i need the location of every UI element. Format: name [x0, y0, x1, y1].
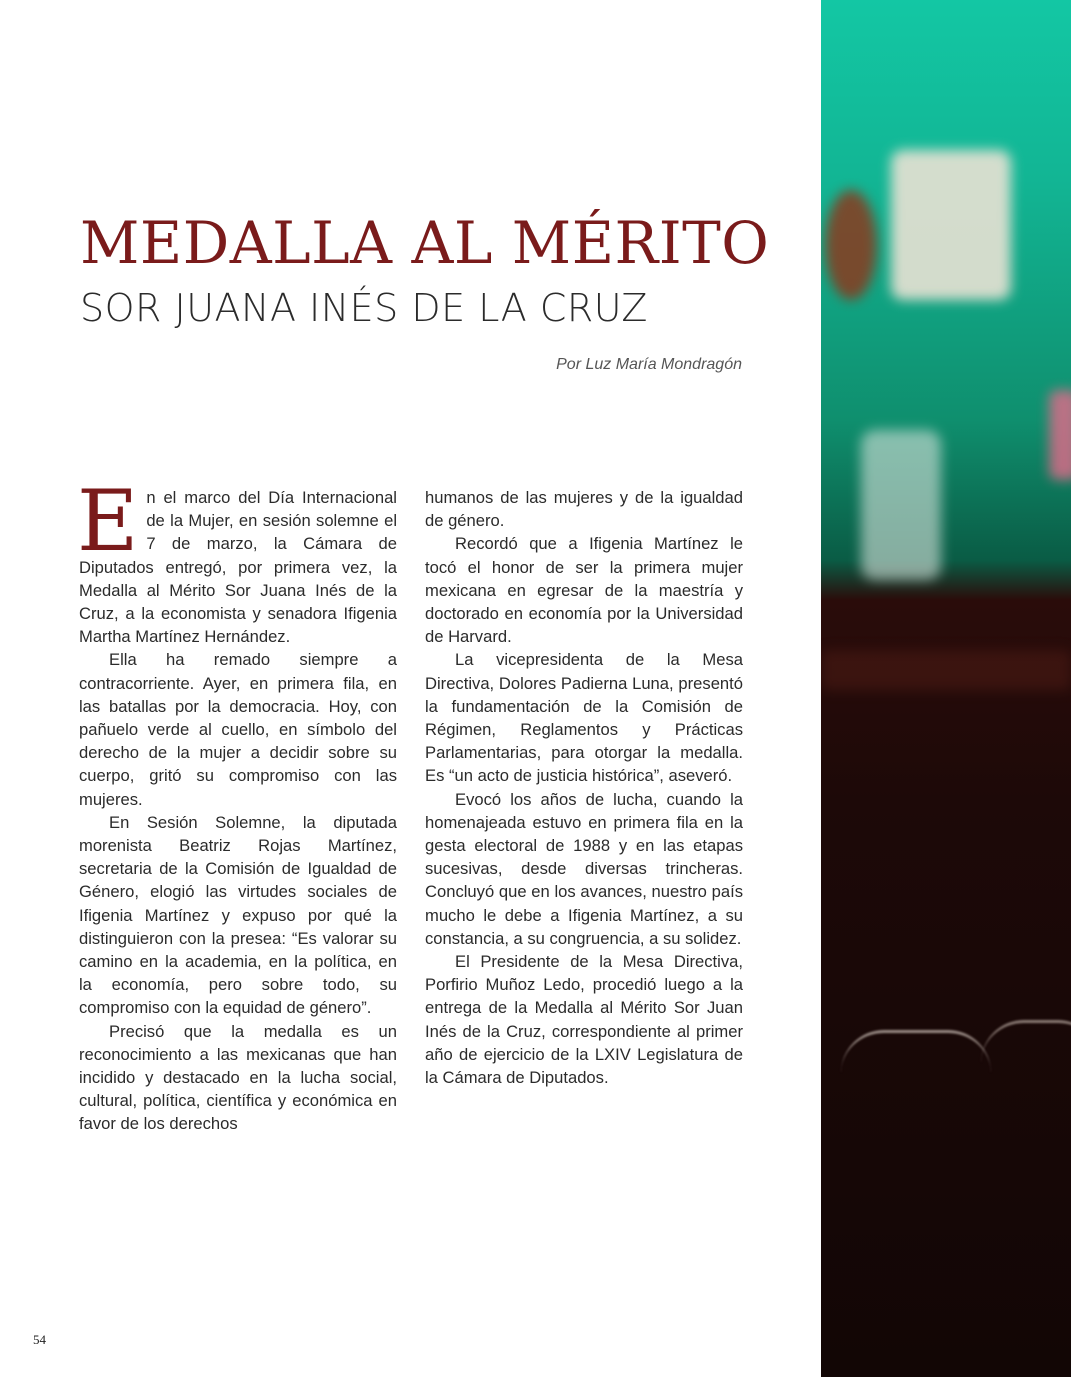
right-paragraph-1: humanos de las mujeres y de la igualdad de género.	[425, 488, 743, 531]
photo-microphone	[841, 1030, 991, 1073]
article-title: MEDALLA AL MÉRITO	[80, 209, 770, 277]
left-paragraph-2: Ella ha remado siempre a contracorriente. Ayer, en primera fila, en las batallas por la democracia. Hoy, con pañuelo verde al cuello, en símbolo del derecho de la mujer a decidir sobre su cuerpo, gritó su compromiso con las mujeres.	[79, 650, 397, 809]
right-paragraph-2: Recordó que a Ifigenia Martínez le tocó el honor de ser la primera mujer mexicana en egresar de la maestría y doctorado en economía por la Universidad de Harvard.	[425, 534, 743, 647]
right-paragraph-3: La vicepresidenta de la Mesa Directiva, Dolores Padierna Luna, presentó la fundamentación de la Comisión de Régimen, Reglamentos y Prácticas Parlamentarias, para otorgar la medalla. Es “un acto de justicia histórica”, aseveró.	[425, 650, 743, 786]
left-paragraph-4: Precisó que la medalla es un reconocimiento a las mexicanas que han incidido y destacado en la lucha social, cultural, política, científica y económica en favor de los derechos	[79, 1021, 397, 1134]
left-paragraph-1-text: n el marco del Día Internacional de la Mujer, en sesión solemne el 7 de marzo, la Cámara de Diputados entregó, por primera vez, la Medalla al Mérito Sor Juana Inés de la Cruz, a la economista y senadora Ifigenia Martha Martínez Hernández.	[79, 488, 397, 647]
article-subtitle: SOR JUANA INÉS DE LA CRUZ	[80, 286, 648, 330]
page-number: 54	[33, 1332, 46, 1347]
right-paragraph-5: El Presidente de la Mesa Directiva, Porfirio Muñoz Ledo, procedió luego a la entrega de la Medalla al Mérito Sor Juan Inés de la Cruz, correspondiente al primer año de ejercicio de la LXIV Legislatura de la Cámara de Diputados.	[425, 952, 743, 1088]
left-column	[77, 472, 397, 1136]
photo-emblem	[825, 190, 877, 300]
header-photo	[821, 0, 1071, 1377]
title-block	[80, 210, 780, 332]
left-paragraph-1	[77, 472, 397, 648]
photo-sign	[891, 150, 1011, 300]
photo-desk-edge	[821, 650, 1071, 690]
photo-pink-object	[1049, 390, 1071, 480]
dropcap: E	[77, 472, 139, 570]
photo-microphone-2	[981, 1020, 1071, 1063]
right-paragraph-4: Evocó los años de lucha, cuando la homenajeada estuvo en primera fila en la gesta electoral de 1988 y en las etapas sucesivas, desde diversas trincheras. Concluyó que en los avances, nuestro país mucho le debe a Ifigenia Martínez, a su constancia, a su congruencia, a su solidez.	[425, 789, 743, 948]
right-column	[425, 486, 743, 1089]
left-paragraph-3: En Sesión Solemne, la diputada morenista Beatriz Rojas Martínez, secretaria de la Comisión de Igualdad de Género, elogió las virtudes sociales de Ifigenia Martínez y expuso por qué la distinguieron con la presea: “Es valorar su camino en la academia, en la política, en la economía, pero sobre todo, su compromiso con la equidad de género”.	[79, 812, 397, 1018]
byline: Por Luz María Mondragón	[556, 356, 742, 373]
photo-bottle	[861, 430, 941, 580]
